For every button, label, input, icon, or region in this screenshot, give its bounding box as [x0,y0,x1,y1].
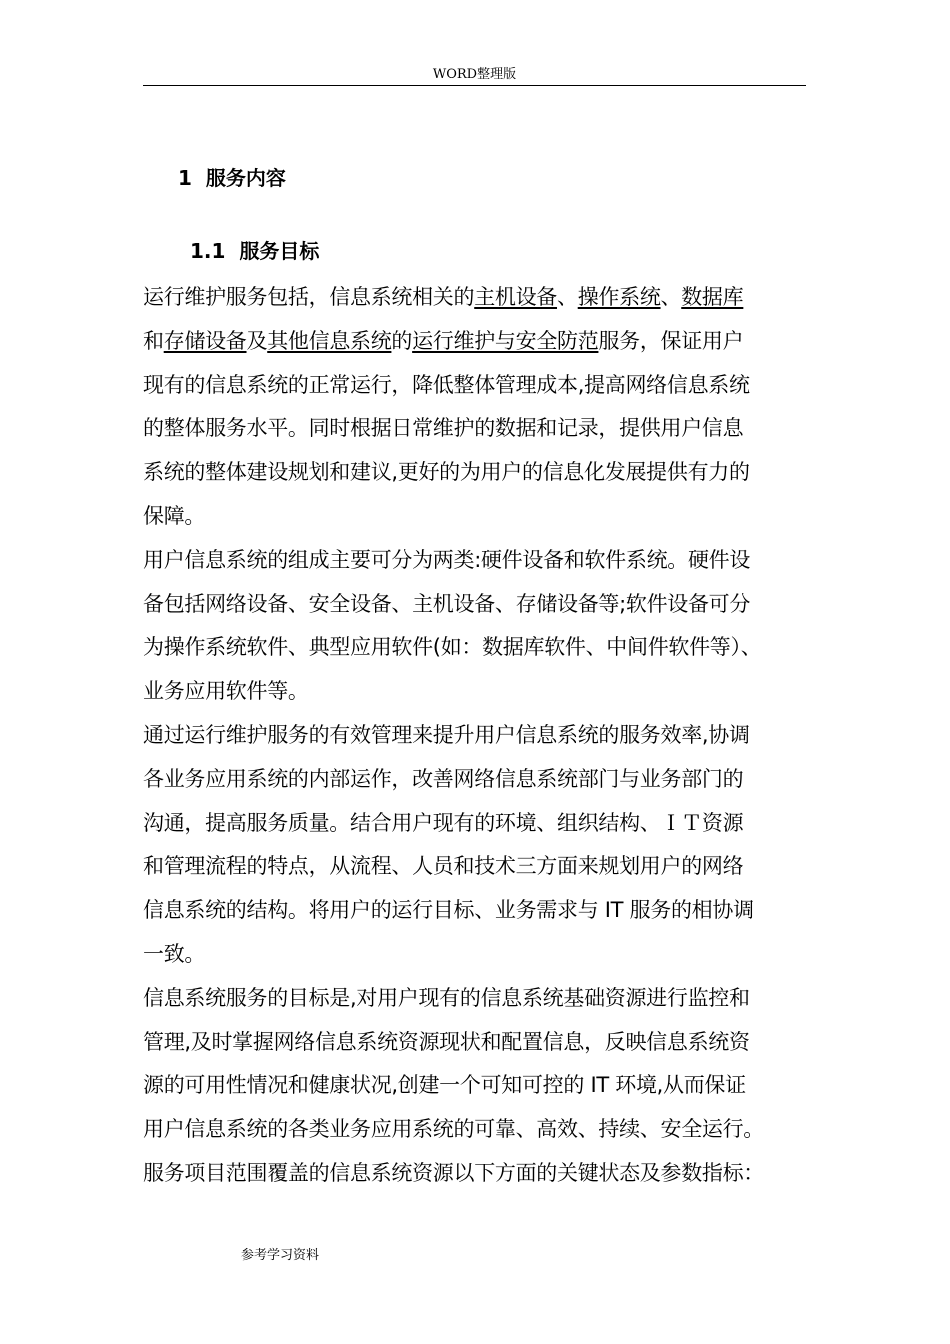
text-run: 及 [246,328,268,353]
text-line: 沟通，提高服务质量。结合用户现有的环境、组织结构、ＩＴ资源 [143,810,744,835]
text-run: 运行维护服务包括，信息系统相关的 [143,285,475,309]
underlined-term: 操作系统 [577,285,661,309]
underlined-term: 运行维护与安全防范 [412,328,599,353]
paragraph-3 [143,714,811,977]
text-line: 和管理流程的特点，从流程、人员和技术三方面来规划用户的网络 [143,854,744,879]
text-line: 保障。 [143,503,206,528]
text-line: 管理,及时掌握网络信息系统资源现状和配置信息，反映信息系统资 [143,1029,750,1054]
underlined-term: 其他信息系统 [267,328,392,353]
section-number: 1 [178,166,192,190]
text-line [143,320,811,364]
text-run: 、 [557,285,578,309]
page-header: WORD整理版 [432,67,517,82]
underlined-term: 数据库 [681,285,744,309]
subsection-number: 1.1 [190,239,226,263]
paragraph-1 [143,276,811,539]
body-text [143,276,811,1196]
text-line: 备包括网络设备、安全设备、主机设备、存储设备等;软件设备可分 [143,591,751,616]
underlined-term: 存储设备 [163,328,247,353]
text-run: 服务，保证用户 [598,328,744,353]
text-line: 一致。 [143,941,206,966]
paragraph-5 [143,1152,811,1196]
page-footer: 参考学习资料 [241,1248,320,1263]
paragraph-2 [143,539,811,714]
text-line: 信息系统服务的目标是,对用户现有的信息系统基础资源进行监控和 [143,985,750,1010]
section-title: 服务内容 [205,166,286,190]
text-run: 的 [391,328,413,353]
text-line: 服务项目范围覆盖的信息系统资源以下方面的关键状态及参数指标： [143,1160,764,1185]
text-line: 通过运行维护服务的有效管理来提升用户信息系统的服务效率,协调 [143,722,750,747]
text-line: 信息系统的结构。将用户的运行目标、业务需求与 IT 服务的相协调 [143,898,754,923]
text-line: 现有的信息系统的正常运行，降低整体管理成本,提高网络信息系统 [143,372,750,397]
paragraph-4 [143,977,811,1152]
text-run: 和 [143,328,164,353]
text-line: 用户信息系统的各类业务应用系统的可靠、高效、持续、安全运行。 [143,1117,764,1142]
section-heading [178,164,286,192]
text-line: 为操作系统软件、典型应用软件(如：数据库软件、中间件软件等）、 [143,635,762,660]
text-line: 业务应用软件等。 [143,679,309,704]
subsection-title: 服务目标 [239,239,320,263]
underlined-term: 主机设备 [474,285,558,309]
text-run: 、 [660,285,682,309]
text-line: 的整体服务水平。同时根据日常维护的数据和记录，提供用户信息 [143,416,744,441]
header-divider [143,85,806,86]
text-line: 各业务应用系统的内部运作，改善网络信息系统部门与业务部门的 [143,766,744,791]
text-line: 系统的整体建设规划和建议,更好的为用户的信息化发展提供有力的 [143,460,750,485]
text-line: 用户信息系统的组成主要可分为两类:硬件设备和软件系统。硬件设 [143,547,751,572]
text-line [143,276,811,320]
text-line: 源的可用性情况和健康状况,创建一个可知可控的 IT 环境,从而保证 [143,1073,746,1098]
subsection-heading [190,237,319,265]
